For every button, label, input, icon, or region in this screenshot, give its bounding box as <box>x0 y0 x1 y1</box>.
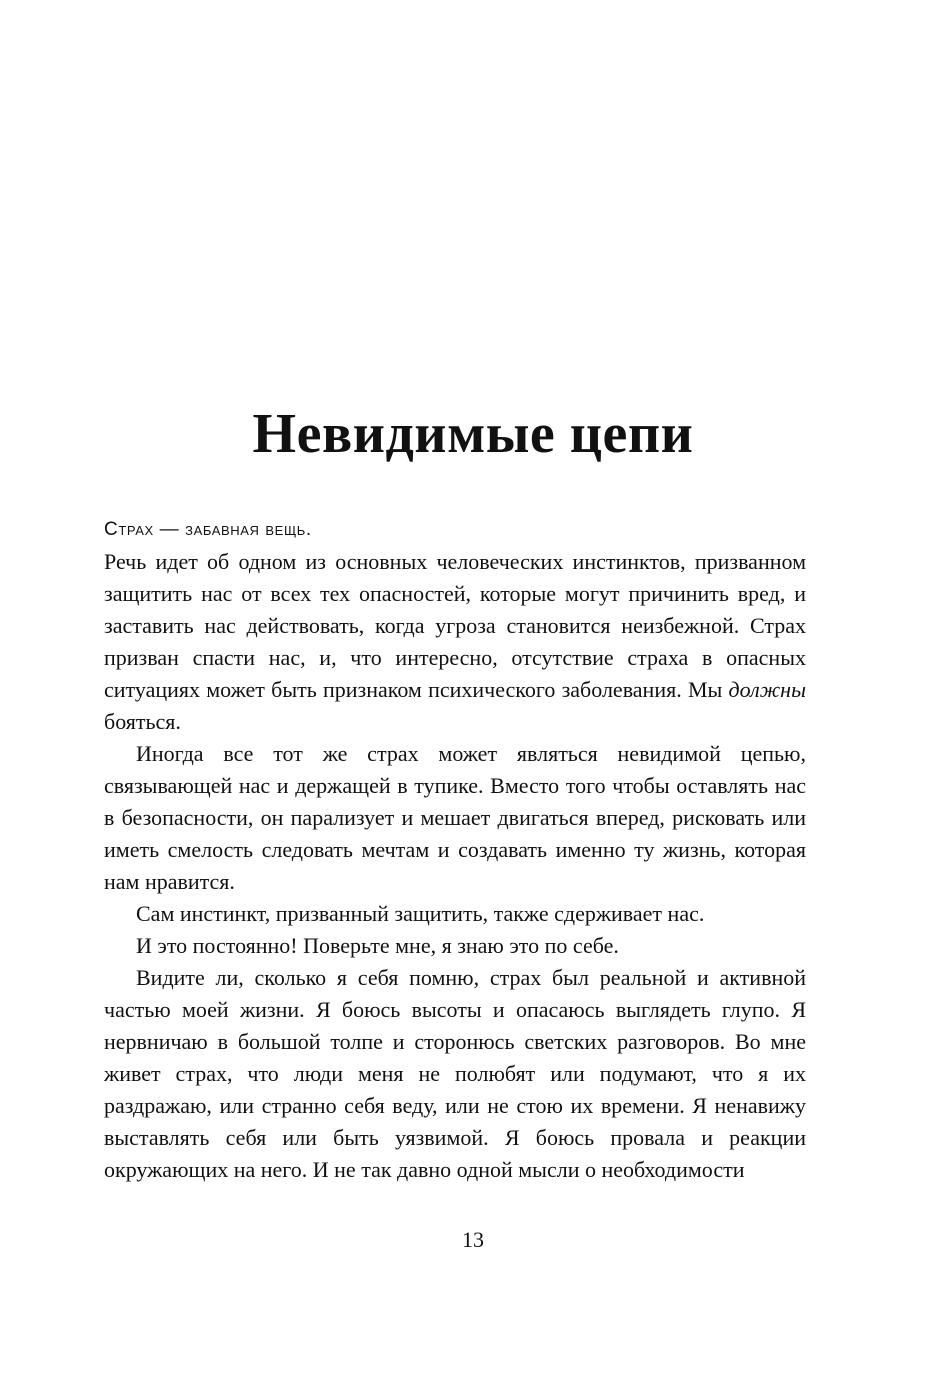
chapter-title: Невидимые цепи <box>252 403 694 465</box>
paragraph-4: И это постоянно! Поверьте мне, я знаю это по себе. <box>136 933 619 958</box>
lead-sentence: Страх — забавная вещь. <box>104 519 312 540</box>
paragraph-2: Иногда все тот же страх может являться невидимой цепью, связывающей нас и держащей в тупике. Вместо того чтобы оставлять нас в безопасности, он парализует и мешает двигаться вперед, рисковать или иметь смелость следовать мечтам и создавать именно ту жизнь, которая нам нравится. <box>104 741 806 894</box>
paragraph-3: Сам инстинкт, призванный защитить, также сдерживает нас. <box>136 901 705 926</box>
paragraph-1 <box>104 546 806 738</box>
paragraph-5: Видите ли, сколько я себя помню, страх был реальной и активной частью моей жизни. Я боюсь высоты и опасаюсь выглядеть глупо. Я нервничаю в большой толпе и сторонюсь светских разговоров. Во мне живет страх, что люди меня не полюбят или подумают, что я их раздражаю, или странно себя веду, или не стою их времени. Я ненавижу выставлять себя или быть уязвимой. Я боюсь провала и реакции окружающих на него. И не так давно одной мысли о необходимости <box>104 965 806 1182</box>
emphasis-word: должны <box>728 677 806 702</box>
paragraph-1-tail: бояться. <box>104 709 181 734</box>
body-text <box>104 514 806 1186</box>
paragraph-1-text: Речь идет об одном из основных человеческих инстинктов, призванном защитить нас от всех тех опасностей, которые могут причинить вред, и заставить нас действовать, когда угроза становится неизбежной. Страх призван спасти нас, и, что интересно, отсутствие страха в опасных ситуациях может быть признаком психического заболевания. Мы <box>104 549 806 702</box>
page-number: 13 <box>462 1227 484 1252</box>
